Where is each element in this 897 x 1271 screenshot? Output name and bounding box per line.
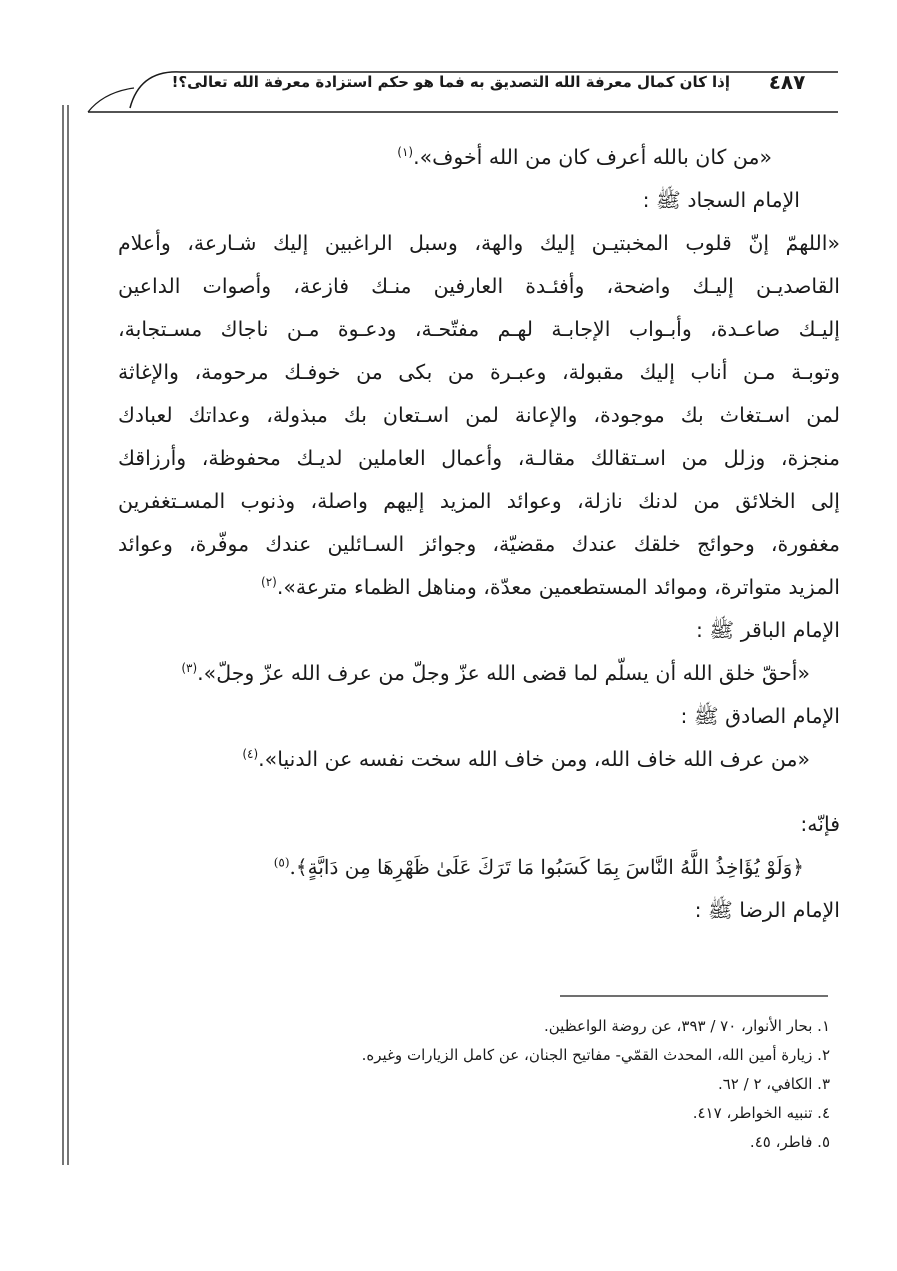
quote-line: مغفورة، وحوائج خلقك عندك مقضيّة، وجوائز السـائلين عندك موفّرة، وعوائد [118,532,840,556]
quote-line: لمن اسـتغاث بك موجودة، والإعانة لمن اسـتعان بك مبذولة، وعداتك لعبادك [118,403,840,427]
footnote-item: ٤. تنبيه الخواطر، ٤١٧. [692,1104,830,1122]
footnote-item: ٥. فاطر، ٤٥. [749,1133,830,1151]
footnotes [300,1012,830,1157]
sajjad-quote [118,222,840,609]
connector-text: فإنّه: [800,812,840,836]
page-number: ٤٨٧ [768,70,806,94]
footnote-item: ١. بحار الأنوار، ٧٠ / ٣٩٣، عن روضة الواعظين. [543,1017,830,1035]
quote-line: منجزة، وزلل من اسـتقالك مقالـة، وأعمال العاملين لديـك محفوظة، وأرزاقك [118,446,840,470]
quote-line: المزيد متواترة، وموائد المستطعمين معدّة، ومناهل الظماء مترعة».$^{(٢)}$ [261,575,840,599]
footnote-marker: (٥) [273,855,290,870]
quote-line: «أحقّ خلق الله أن يسلّم لما قضى الله عزّ وجلّ من عرف الله عزّ وجلّ».$^{(٣)}$ [181,661,810,685]
quote-line: «من عرف الله خاف الله، ومن خاف الله سخت نفسه عن الدنيا».$^{(٤)}$ [242,747,810,771]
section-heading: الإمام السجاد ﷺ : [642,188,800,212]
quote-line: إليـك صاعـدة، وأبـواب الإجابـة لهـم مفتّحـة، ودعـوة مـن ناجاك مسـتجابة، [118,317,840,341]
footnote-marker: (٣) [181,661,198,676]
footnote-marker: (٢) [261,575,277,590]
section-heading: الإمام الرضا ﷺ : [694,898,840,922]
quote-line: وتوبـة مـن أناب إليك مقبولة، وعبـرة من بكى من خوفـك مرحومة، والإغاثة [118,360,840,384]
footnote-item: ٣. الكافي، ٢ / ٦٢. [717,1075,830,1093]
footnote-marker: (٤) [242,747,259,762]
footnote-item: ٢. زيارة أمين الله، المحدث القمّي- مفاتيح الجنان، عن كامل الزيارات وغيره. [361,1046,830,1064]
spacer [118,781,840,803]
quote-line: إلى الخلائق من لدنك نازلة، وعوائد المزيد إليهم واصلة، وذنوب المسـتغفرين [118,489,840,513]
section-heading: الإمام الصادق ﷺ : [680,704,840,728]
quote-line: «اللهمّ إنّ قلوب المخبتيـن إليك والهة، وسبل الراغبين إليك شـارعة، وأعلام [118,231,840,255]
quote-line: «من كان بالله أعرف كان من الله أخوف».$^{(١)}$ [397,145,772,169]
quote-line: القاصديـن إليـك واضحة، وأفئـدة العارفين منـك فازعة، وأصوات الداعين [118,274,840,298]
section-heading: الإمام الباقر ﷺ : [695,618,840,642]
running-header: إذا كان كمال معرفة الله التصديق به فما هو حكم استزادة معرفة الله تعالى؟! [171,73,730,91]
footnote-marker: (١) [397,145,414,160]
quran-verse: ﴿وَلَوْ يُؤَاخِذُ اللَّهُ النَّاسَ بِمَا كَسَبُوا مَا تَرَكَ عَلَىٰ ظَهْرِهَا مِن دَابَّةٍ﴾.$^{(٥)}$ [273,855,804,879]
main-text [118,136,840,932]
